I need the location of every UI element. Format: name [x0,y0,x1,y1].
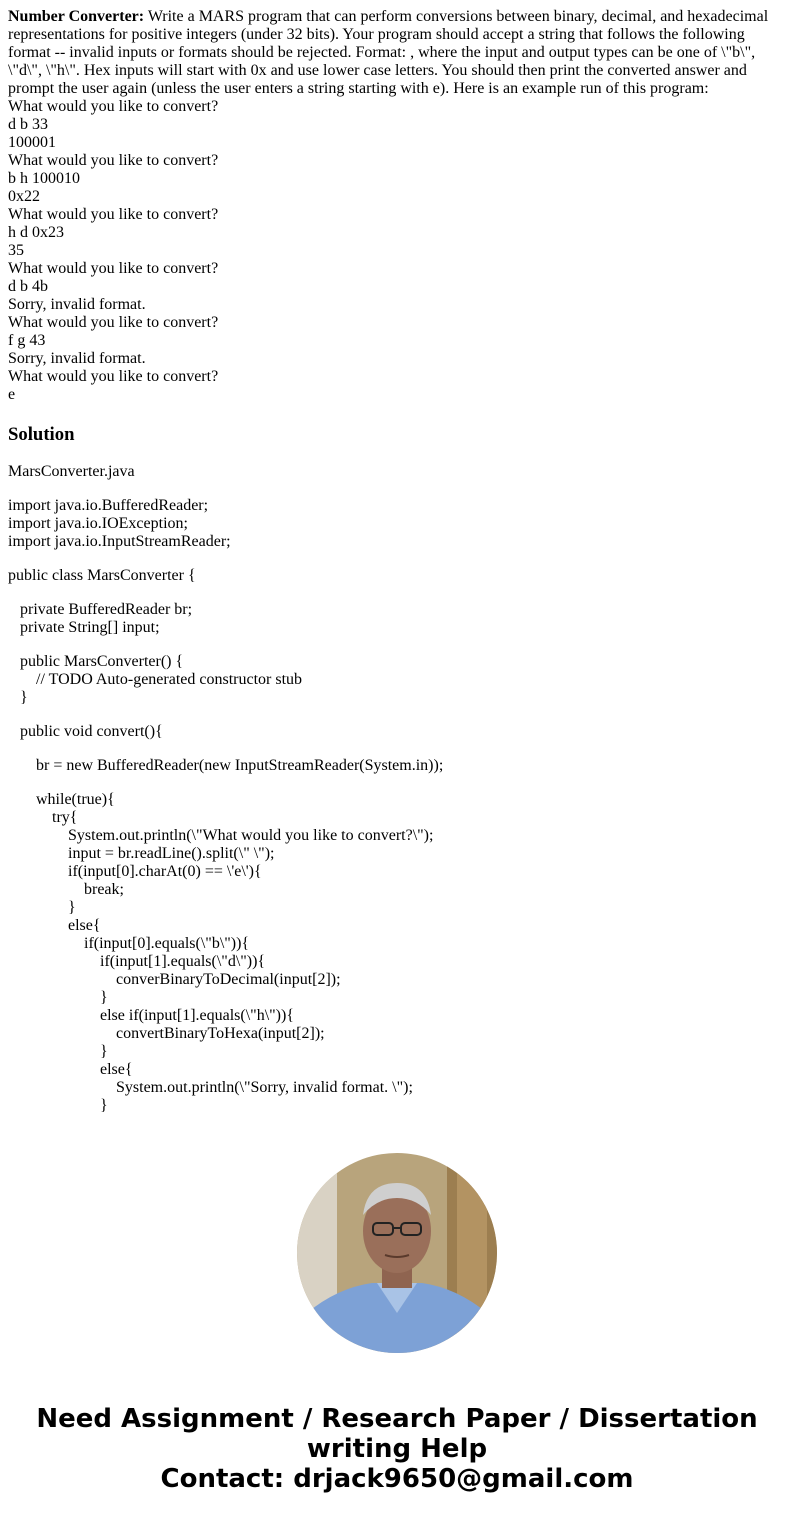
code-line: input = br.readLine().split(\" \"); [8,845,275,862]
code-line: import java.io.IOException; [8,515,188,532]
solution-filename: MarsConverter.java [8,463,135,480]
example-line: 100001 [8,134,56,151]
example-line: What would you like to convert? [8,260,219,277]
code-line: System.out.println(\"What would you like to convert?\"); [8,827,434,844]
code-line: if(input[1].equals(\"d\")){ [8,953,266,970]
example-line: b h 100010 [8,170,80,187]
code-blank-line [8,741,443,757]
example-line: 35 [8,242,24,259]
code-line: else if(input[1].equals(\"h\")){ [8,1007,295,1024]
code-line: else{ [8,917,101,934]
code-line: public class MarsConverter { [8,567,196,584]
code-blank-line [8,775,443,791]
code-line: import java.io.BufferedReader; [8,497,209,514]
code-block [8,497,443,1115]
code-blank-line [8,551,443,567]
code-line: public void convert(){ [8,723,163,740]
code-line: System.out.println(\"Sorry, invalid format. \"); [8,1079,413,1096]
example-line: d b 33 [8,116,48,133]
code-line: if(input[0].equals(\"b\")){ [8,935,250,952]
code-line: } [8,899,76,916]
code-line: if(input[0].charAt(0) == \'e\'){ [8,863,262,880]
code-line: public MarsConverter() { [8,653,184,670]
footer-line-2: writing Help [306,1434,488,1464]
code-blank-line [8,585,443,601]
footer-contact: Contact: drjack9650@gmail.com [160,1464,634,1494]
code-blank-line [8,707,443,723]
code-line: } [8,1043,108,1060]
example-line: What would you like to convert? [8,152,219,169]
code-line: br = new BufferedReader(new InputStreamReader(System.in)); [8,757,444,774]
page [8,8,786,1114]
code-line: } [8,1097,108,1114]
code-line: try{ [8,809,78,826]
example-line: What would you like to convert? [8,206,219,223]
code-line: } [8,689,28,706]
code-blank-line [8,637,443,653]
code-line: } [8,989,108,1006]
example-line: h d 0x23 [8,224,64,241]
question-label: Number Converter: [8,8,145,25]
footer-promo [0,1404,794,1494]
example-line: What would you like to convert? [8,368,219,385]
example-line: What would you like to convert? [8,314,219,331]
example-line: d b 4b [8,278,48,295]
code-line: private BufferedReader br; [8,601,193,618]
example-line: 0x22 [8,188,40,205]
example-run [8,98,786,404]
example-line: e [8,386,16,403]
example-line: What would you like to convert? [8,98,219,115]
author-avatar [297,1153,497,1353]
code-line: private String[] input; [8,619,160,636]
solution-heading: Solution [8,424,75,445]
example-line: Sorry, invalid format. [8,350,146,367]
example-line: f g 43 [8,332,46,349]
example-line: Sorry, invalid format. [8,296,146,313]
question-paragraph [8,8,786,98]
code-line: // TODO Auto-generated constructor stub [8,671,303,688]
code-line: convertBinaryToHexa(input[2]); [8,1025,325,1042]
code-line: break; [8,881,124,898]
question-text: Write a MARS program that can perform conversions between binary, decimal, and hexadecimal representations for positive integers (under 32 bits). Your program should accept a string that follows the following format -- invalid inputs or formats should be rejected. Format: , where the input and output types can be one of \"b\", \"d\", \"h\". Hex inputs will start with 0x and use lower case letters. You should then print the converted answer and prompt the user again (unless the user enters a string starting with e). Here is an example run of this program: [8,8,769,97]
code-line: else{ [8,1061,133,1078]
footer-line-1: Need Assignment / Research Paper / Dissertation [36,1404,758,1434]
code-line: converBinaryToDecimal(input[2]); [8,971,341,988]
code-line: import java.io.InputStreamReader; [8,533,231,550]
avatar-portrait [297,1153,497,1353]
code-line: while(true){ [8,791,115,808]
